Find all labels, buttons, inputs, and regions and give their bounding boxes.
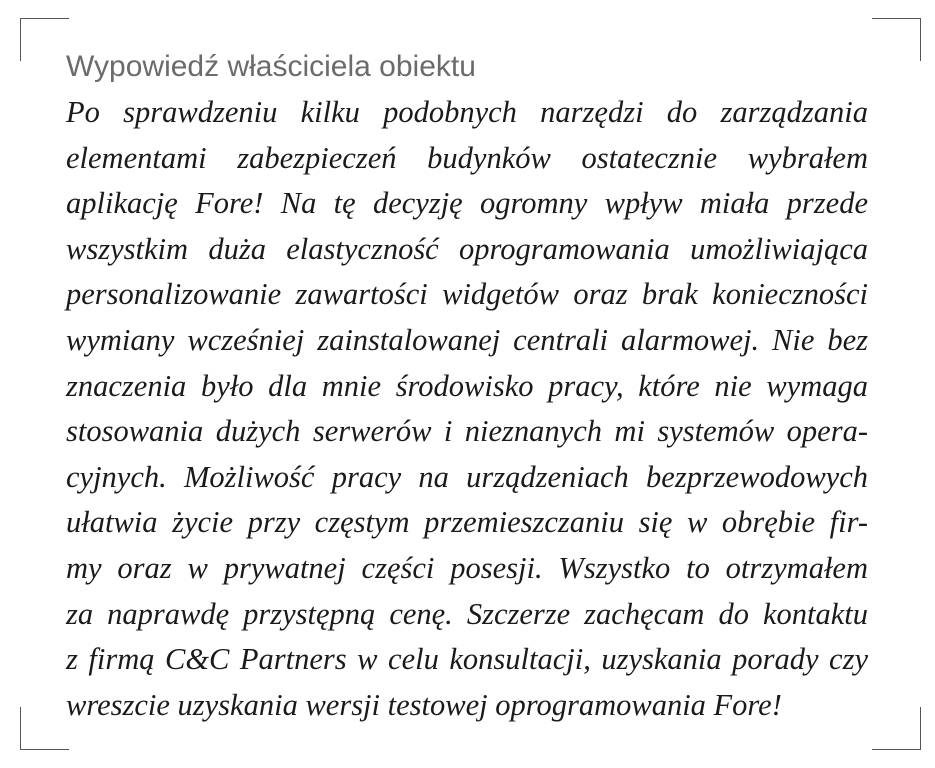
quote-line: wreszcie uzyskania wersji testowej oprogramowania Fore! — [66, 687, 782, 722]
quote-line: z firmą C&C Partners w celu konsultacji, uzyskania porady czy — [66, 642, 868, 677]
testimonial-heading: Wypowiedź właściciela obiektu — [66, 50, 476, 83]
quote-line: personalizowanie zawartości widgetów oraz brak konieczności — [66, 277, 868, 312]
quote-line: za naprawdę przystępną cenę. Szczerze zachęcam do kontaktu — [66, 596, 868, 631]
quote-line: wszystkim duża elastyczność oprogramowania umożliwiająca — [66, 231, 868, 266]
quote-line: ułatwia życie przy częstym przemieszczaniu się w obrębie fir- — [66, 505, 868, 540]
quote-line: Po sprawdzeniu kilku podobnych narzędzi do zarządzania — [66, 95, 868, 129]
frame-corner-bottom-left — [20, 707, 69, 750]
quote-line: znaczenia było dla mnie środowisko pracy, które nie wymaga — [66, 368, 868, 403]
testimonial-quote — [66, 90, 868, 728]
quote-line: elementami zabezpieczeń budynków ostatecznie wybrałem — [66, 140, 868, 175]
quote-line: cyjnych. Możliwość pracy na urządzeniach bezprzewodowych — [66, 459, 868, 494]
quote-line: stosowania dużych serwerów i nieznanych mi systemów opera- — [66, 414, 868, 449]
quote-line: wymiany wcześniej zainstalowanej centrali alarmowej. Nie bez — [66, 322, 868, 357]
frame-corner-top-right — [872, 18, 921, 61]
quote-line: my oraz w prywatnej części posesji. Wszystko to otrzymałem — [66, 550, 868, 585]
quote-line: aplikację Fore! Na tę decyzję ogromny wpływ miała przede — [66, 186, 868, 221]
testimonial-box — [66, 48, 868, 728]
frame-corner-top-left — [20, 18, 69, 61]
frame-corner-bottom-right — [872, 707, 921, 750]
